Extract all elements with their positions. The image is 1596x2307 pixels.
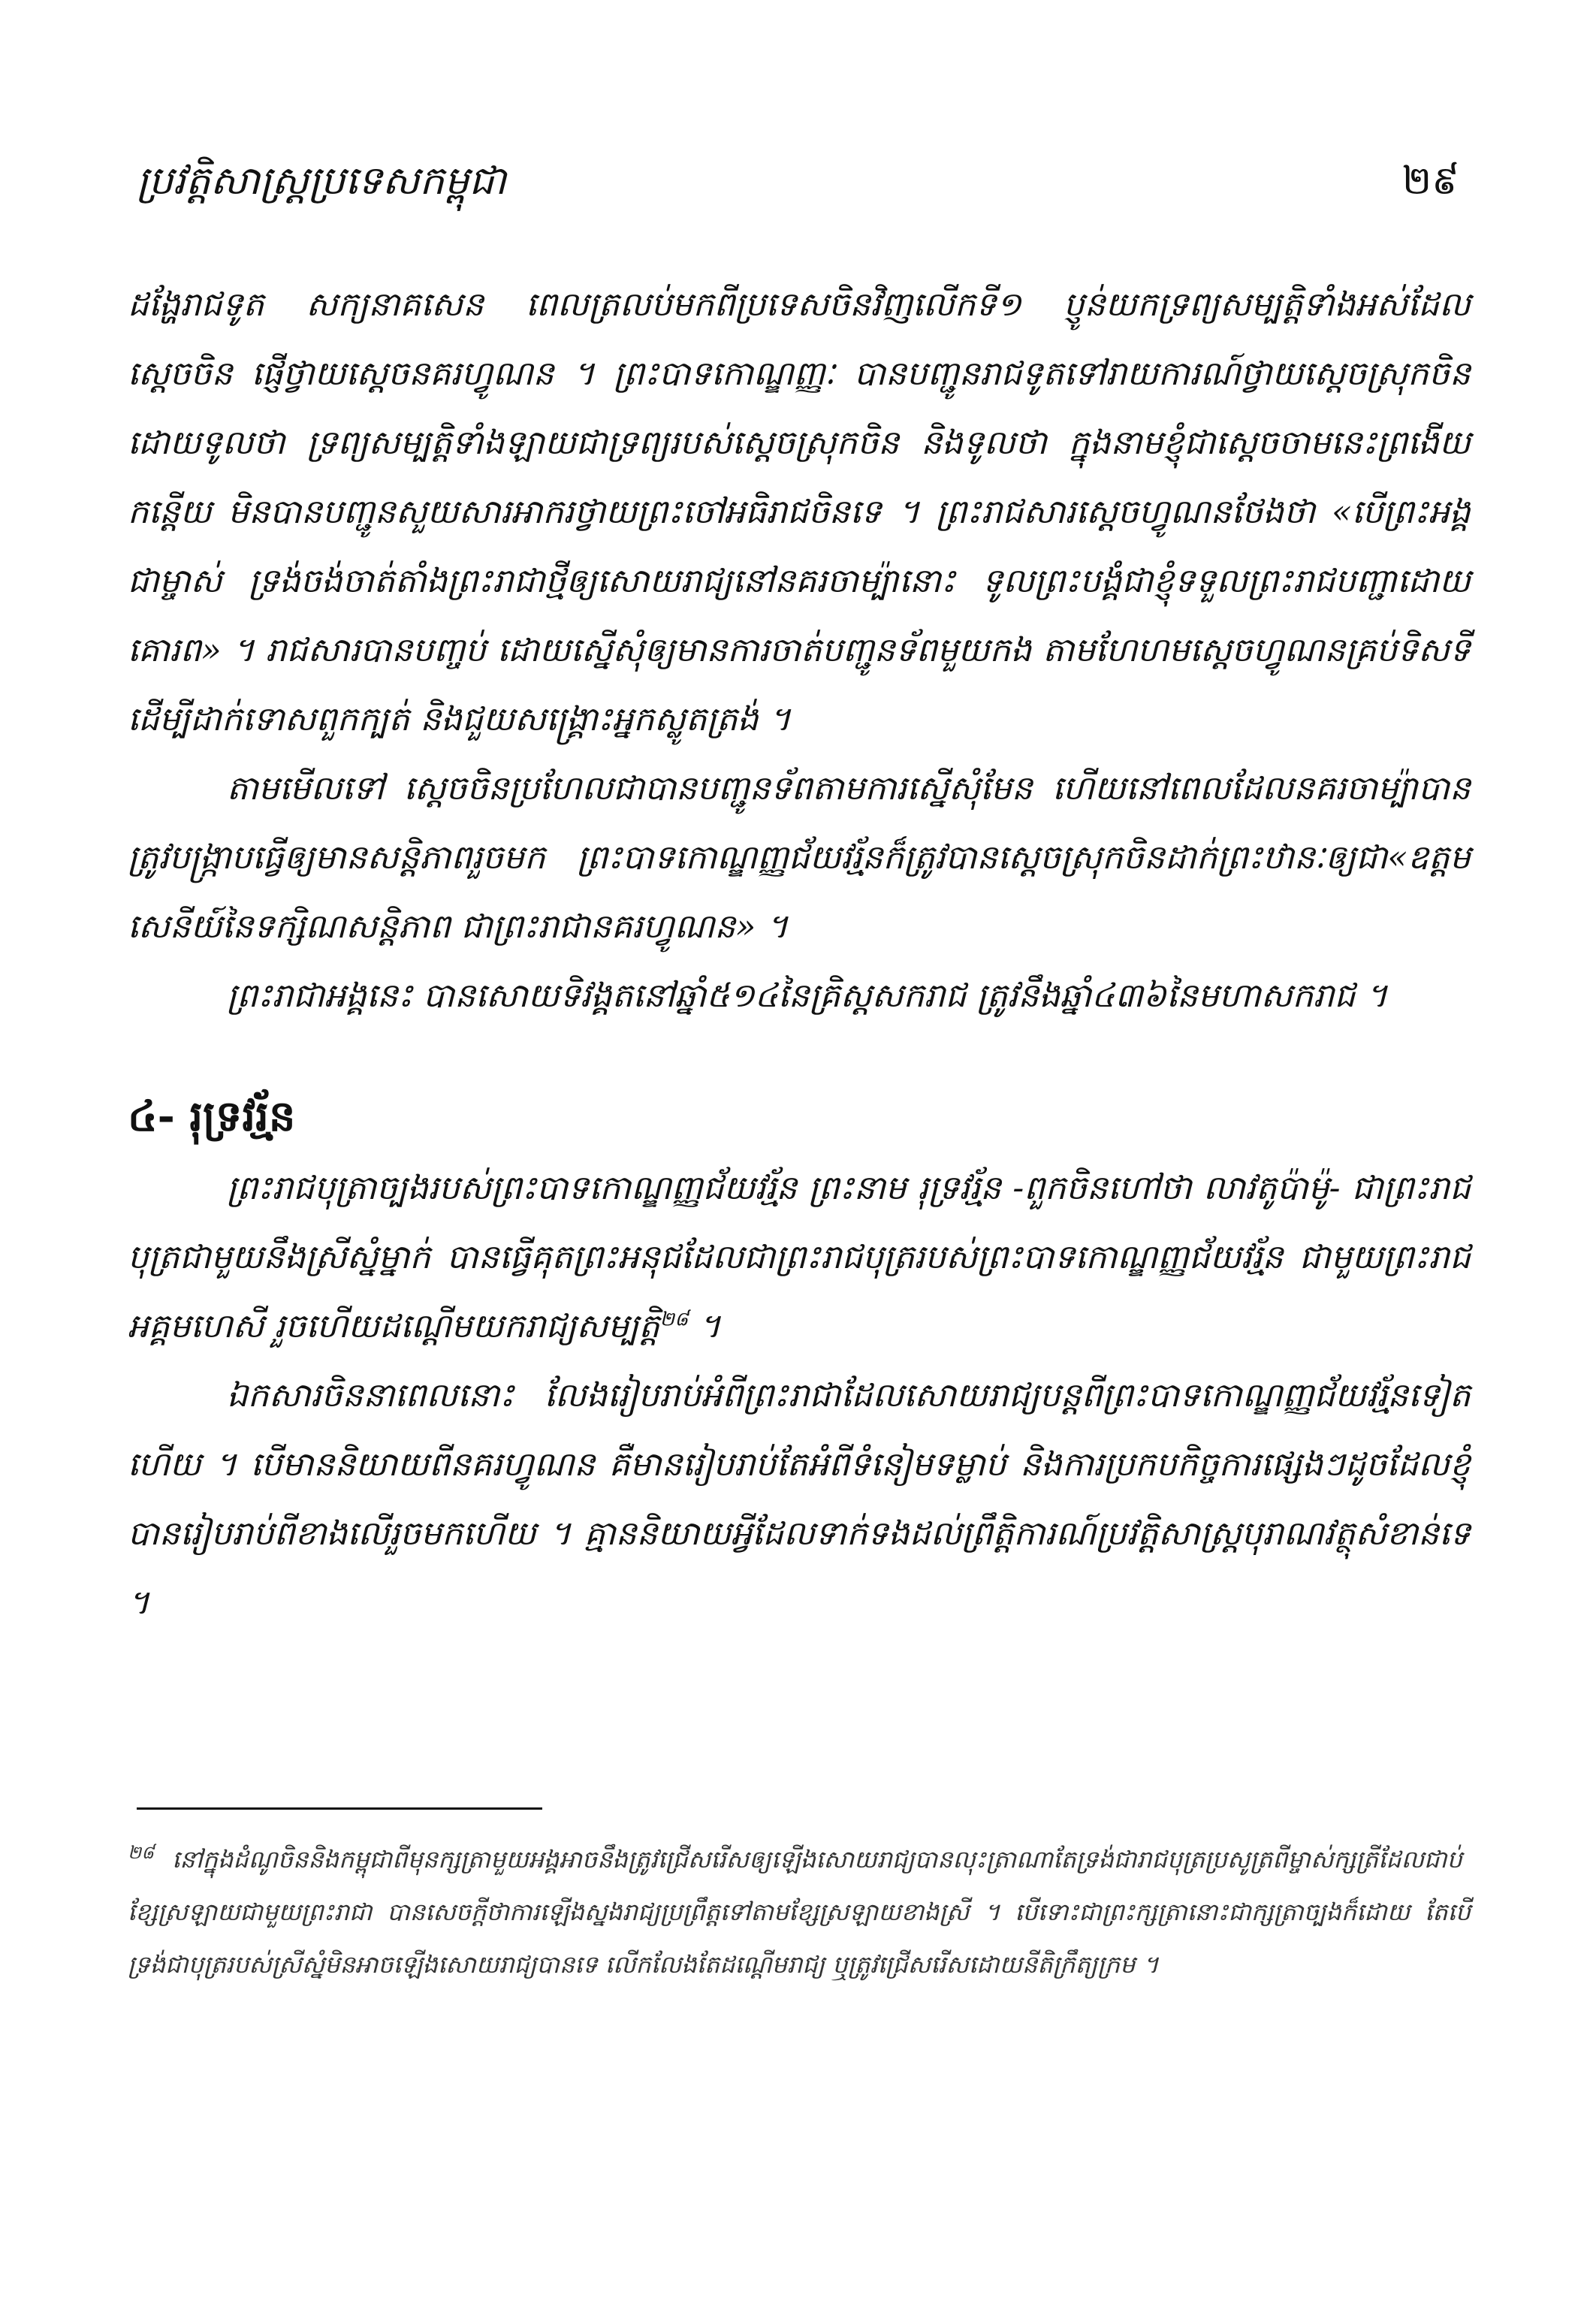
footnote-mark: ២៨ xyxy=(128,1842,155,1864)
section-heading: ៤- រុទ្រវរ្ម័ន xyxy=(128,1092,296,1141)
paragraph-5: ឯកសារចិននាពេលនោះ លែងរៀបរាប់អំពីព្រះរាជាដែលសោយរាជ្យបន្តពីព្រះបាទកោណ្ឌញ្ញជ័យវរ្ម័នទៀតហើយ ។ បើមាននិយាយពីនគរហ្វូណន គឺមានរៀបរាប់តែអំពីទំនៀមទម្លាប់ និងការប្រកបកិច្ចការផ្សេងៗដូចដែលខ្ញុំបានរៀបរាប់ពីខាងលើរួចមកហើយ ។ គ្មាននិយាយអ្វីដែលទាក់ទងដល់ព្រឹត្តិការណ៍ប្រវត្តិសាស្ត្របុរាណវត្ថុសំខាន់ទេ ។ xyxy=(128,1376,1471,1622)
body-text xyxy=(128,270,1471,1638)
footnote-divider xyxy=(137,1807,542,1810)
footnote-text: នៅក្នុងដំណូចិននិងកម្ពុជាពីមុនក្សត្រាមួយអង្គអាចនឹងត្រូវជ្រើសរើសឲ្យឡើងសោយរាជ្យបានលុះត្រាណាតែទ្រង់ជារាជបុត្រប្រសូត្រពីម្ចាស់ក្សត្រីដែលជាប់ខ្សែស្រឡាយជាមួយព្រះរាជា បានសេចក្ដីថាការឡើងស្នងរាជ្យប្រព្រឹត្តទៅតាមខ្សែស្រឡាយខាងស្រី ។ បើទោះជាព្រះក្សត្រានោះជាក្សត្រាច្បងក៏ដោយ តែបើទ្រង់ជាបុត្ររបស់ស្រីស្នំមិនអាចឡើងសោយរាជ្យបានទេ លើកលែងតែដណ្ដើមរាជ្យ ឬត្រូវជ្រើសរើសដោយនីតិក្រឹត្យក្រម ។ xyxy=(128,1845,1471,1979)
paragraph-4 xyxy=(128,1154,1471,1361)
footnotes xyxy=(128,1833,1471,1991)
paragraph-1: ដង្ហែរាជទូត សក្យនាគសេន ពេលត្រលប់មកពីប្រទេសចិនវិញលើកទី១ ប្ញូន់យកទ្រព្យសម្បត្តិទាំងអស់ដែលស្ដេចចិន ផ្ញើថ្វាយស្ដេចនគរហ្វូណន ។ ព្រះបាទកោណ្ឌញ្ញៈ បានបញ្ជូនរាជទូតទៅរាយការណ៍ថ្វាយស្ដេចស្រុកចិន ដោយទូលថា ទ្រព្យសម្បត្តិទាំងឡាយជាទ្រព្យរបស់ស្ដេចស្រុកចិន និងទូលថា ក្នុងនាមខ្ញុំជាស្ដេចចាមនេះព្រងើយកន្តើយ មិនបានបញ្ជូនសួយសារអាករថ្វាយព្រះចៅអធិរាជចិនទេ ។ ព្រះរាជសារស្ដេចហ្វូណនថែងថា «បើព្រះអង្គជាម្ចាស់ ទ្រង់ចង់ចាត់តាំងព្រះរាជាថ្មីឲ្យសោយរាជ្យនៅនគរចាម្ប៉ានោះ ទូលព្រះបង្គំជាខ្ញុំទទួលព្រះរាជបញ្ជាដោយគោរព» ។ រាជសារបានបញ្ចប់ ដោយស្នើសុំឲ្យមានការចាត់បញ្ជូនទ័ពមួយកង តាមហែហមស្ដេចហ្វូណនគ្រប់ទិសទី ដើម្បីដាក់ទោសពួកក្បត់ និងជួយសង្គ្រោះអ្នកស្លូតត្រង់ ។ xyxy=(128,285,1471,738)
paragraph-2: តាមមើលទៅ ស្ដេចចិនប្រហែលជាបានបញ្ជូនទ័ពតាមការស្នើសុំមែន ហើយនៅពេលដែលនគរចាម្ប៉ាបានត្រូវបង្ក្រាបធ្វើឲ្យមានសន្តិភាពរួចមក ព្រះបាទកោណ្ឌញ្ញជ័យវរ្ម័នក៏ត្រូវបានស្ដេចស្រុកចិនដាក់ព្រះឋានៈឲ្យជា«ឧត្តមសេនីយ៍នៃទក្សិណសន្តិភាព ជាព្រះរាជានគរហ្វូណន» ។ xyxy=(128,769,1471,946)
paragraph-3: ព្រះរាជាអង្គនេះ បានសោយទិវង្គតនៅឆ្នាំ៥១៤នៃគ្រិស្តសករាជ ត្រូវនឹងឆ្នាំ៤៣៦នៃមហាសករាជ ។ xyxy=(227,977,1388,1015)
footnote-28 xyxy=(128,1833,1471,1991)
running-title: ប្រវត្តិសាស្ត្រប្រទេសកម្ពុជា xyxy=(137,159,507,204)
footnote-reference[interactable]: ២៨ xyxy=(659,1308,689,1331)
paragraph-4-end: ។ xyxy=(688,1307,721,1345)
paragraph-4-text: ព្រះរាជបុត្រាច្បងរបស់ព្រះបាទកោណ្ឌញ្ញជ័យវរ្ម័ន ព្រះនាម រុទ្រវរ្ម័ន -ពួកចិនហៅថា លាវតូប៉ាម៉ូ- ជាព្រះរាជបុត្រជាមួយនឹងស្រីស្នំម្នាក់ បានធ្វើគុតព្រះអនុជដែលជាព្រះរាជបុត្ររបស់ព្រះបាទកោណ្ឌញ្ញជ័យវរ្ម័ន ជាមួយព្រះរាជអគ្គមហេសី រួចហើយដណ្ដើមយករាជ្យសម្បត្តិ xyxy=(128,1169,1471,1345)
running-head xyxy=(137,156,1459,216)
page-number: ២៩ xyxy=(1401,159,1459,204)
